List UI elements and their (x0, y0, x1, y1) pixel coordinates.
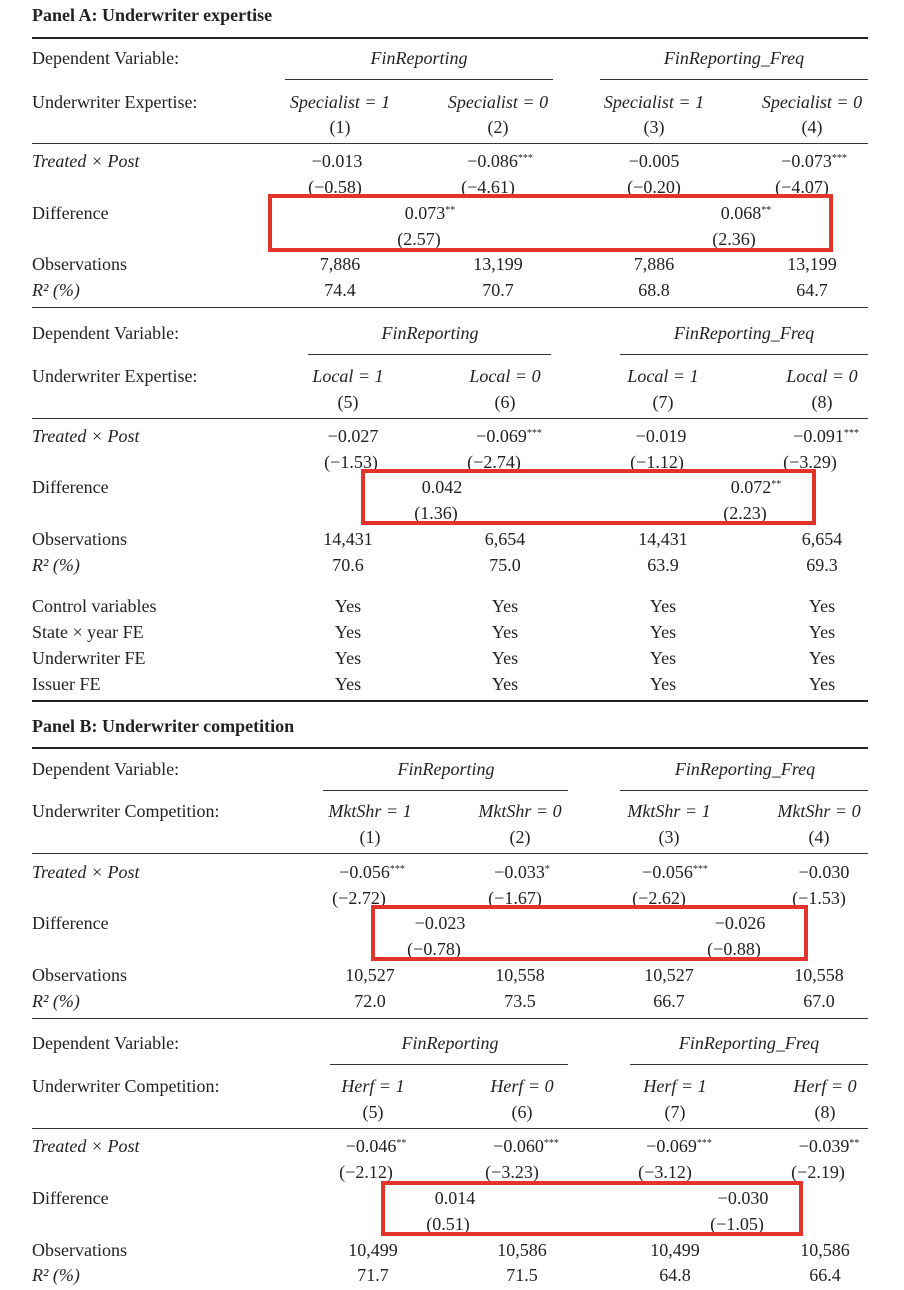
coef-cell: −0.046** (345, 1136, 407, 1156)
control-cell: Yes (808, 674, 836, 694)
difference-cell: 0.073** (404, 203, 456, 223)
r2-cell: 63.9 (647, 555, 679, 575)
t-stat: (2.36) (712, 229, 756, 249)
dep-var-group: FinReporting (401, 1033, 499, 1053)
control-cell: Yes (334, 674, 362, 694)
column-number: (7) (652, 392, 674, 412)
row-label: R² (%) (32, 1265, 80, 1285)
row-label: Observations (32, 254, 127, 274)
coef-cell: −0.030 (798, 862, 850, 882)
dep-var-label: Dependent Variable: (32, 759, 180, 779)
t-stat: (1.36) (414, 503, 458, 523)
column-condition: Local = 0 (786, 366, 858, 386)
control-cell: Yes (334, 622, 362, 642)
row-label: Underwriter Expertise: (32, 366, 198, 386)
dep-var-label: Dependent Variable: (32, 323, 180, 343)
difference-cell: −0.026 (714, 913, 766, 933)
group-rule (600, 79, 868, 80)
coef-cell: −0.091*** (793, 426, 859, 446)
difference-cell: 0.042 (421, 477, 463, 497)
row-label: R² (%) (32, 280, 80, 300)
t-stat: (−2.74) (467, 452, 521, 472)
t-stat: (−1.05) (710, 1214, 764, 1234)
coef-cell: −0.056*** (339, 862, 405, 882)
group-rule (620, 790, 868, 791)
row-label: Treated × Post (32, 151, 140, 171)
panel-b-title: Panel B: Underwriter competition (32, 716, 295, 736)
difference-cell: 0.014 (434, 1188, 476, 1208)
r2-cell: 68.8 (638, 280, 670, 300)
difference-cell: 0.072** (730, 477, 782, 497)
t-stat: (−2.12) (339, 1162, 393, 1182)
column-number: (4) (801, 117, 823, 137)
obs-cell: 10,558 (794, 965, 844, 985)
rule (32, 143, 868, 144)
row-label: Observations (32, 1240, 127, 1260)
panel-a-title: Panel A: Underwriter expertise (32, 5, 273, 25)
dep-var-group: FinReporting (397, 759, 495, 779)
column-condition: Herf = 0 (490, 1076, 554, 1096)
dep-var-label: Dependent Variable: (32, 1033, 180, 1053)
column-condition: Herf = 1 (341, 1076, 405, 1096)
t-stat: (−0.20) (627, 177, 681, 197)
column-number: (6) (494, 392, 516, 412)
dep-var-group: FinReporting_Freq (673, 323, 815, 343)
t-stat: (−2.62) (632, 888, 686, 908)
obs-cell: 10,499 (348, 1240, 398, 1260)
group-rule (285, 79, 553, 80)
t-stat: (−1.53) (792, 888, 846, 908)
control-cell: Yes (649, 648, 677, 668)
control-label: Underwriter FE (32, 648, 146, 668)
difference-cell: −0.023 (414, 913, 466, 933)
control-label: Issuer FE (32, 674, 101, 694)
t-stat: (−1.67) (488, 888, 542, 908)
control-cell: Yes (334, 596, 362, 616)
t-stat: (−2.19) (791, 1162, 845, 1182)
obs-cell: 10,586 (800, 1240, 850, 1260)
group-rule (630, 1064, 868, 1065)
column-number: (3) (643, 117, 665, 137)
r2-cell: 66.7 (653, 991, 685, 1011)
t-stat: (2.23) (723, 503, 767, 523)
t-stat: (−4.61) (461, 177, 515, 197)
coef-cell: −0.019 (635, 426, 687, 446)
coef-cell: −0.013 (311, 151, 363, 171)
dep-var-group: FinReporting (370, 48, 468, 68)
column-condition: MktShr = 1 (627, 801, 711, 821)
r2-cell: 66.4 (809, 1265, 841, 1285)
obs-cell: 10,558 (495, 965, 545, 985)
row-label: Treated × Post (32, 426, 140, 446)
r2-cell: 75.0 (489, 555, 521, 575)
column-condition: Local = 1 (312, 366, 384, 386)
difference-cell: −0.030 (717, 1188, 769, 1208)
t-stat: (−2.72) (332, 888, 386, 908)
column-condition: MktShr = 0 (777, 801, 861, 821)
control-cell: Yes (491, 622, 519, 642)
coef-cell: −0.073*** (781, 151, 847, 171)
coef-cell: −0.060*** (493, 1136, 559, 1156)
t-stat: (−1.12) (630, 452, 684, 472)
column-number: (5) (337, 392, 359, 412)
coef-cell: −0.056*** (642, 862, 708, 882)
rule (32, 307, 868, 308)
r2-cell: 70.6 (332, 555, 364, 575)
r2-cell: 71.5 (506, 1265, 538, 1285)
column-number: (1) (359, 827, 381, 847)
obs-cell: 14,431 (638, 529, 688, 549)
difference-cell: 0.068** (720, 203, 772, 223)
obs-cell: 6,654 (801, 529, 843, 549)
row-label: Observations (32, 965, 127, 985)
column-condition: MktShr = 1 (328, 801, 412, 821)
row-label: Difference (32, 1188, 109, 1208)
t-stat: (0.51) (426, 1214, 470, 1234)
t-stat: (2.57) (397, 229, 441, 249)
column-number: (8) (814, 1102, 836, 1122)
column-condition: Specialist = 0 (447, 92, 549, 112)
rule (32, 1128, 868, 1129)
column-number: (5) (362, 1102, 384, 1122)
rule (32, 853, 868, 854)
column-condition: MktShr = 0 (478, 801, 562, 821)
row-label: Treated × Post (32, 1136, 140, 1156)
obs-cell: 13,199 (473, 254, 523, 274)
column-number: (2) (487, 117, 509, 137)
obs-cell: 10,499 (650, 1240, 700, 1260)
dep-var-group: FinReporting (381, 323, 479, 343)
column-condition: Herf = 1 (643, 1076, 707, 1096)
control-cell: Yes (649, 674, 677, 694)
obs-cell: 10,586 (497, 1240, 547, 1260)
control-label: State × year FE (32, 622, 144, 642)
row-label: Difference (32, 477, 109, 497)
t-stat: (−3.23) (485, 1162, 539, 1182)
r2-cell: 71.7 (357, 1265, 389, 1285)
r2-cell: 67.0 (803, 991, 835, 1011)
coef-cell: −0.069*** (646, 1136, 712, 1156)
coef-cell: −0.069*** (476, 426, 542, 446)
obs-cell: 10,527 (345, 965, 395, 985)
control-label: Control variables (32, 596, 157, 616)
group-rule (620, 354, 868, 355)
t-stat: (−3.29) (783, 452, 837, 472)
control-cell: Yes (491, 596, 519, 616)
r2-cell: 72.0 (354, 991, 386, 1011)
column-number: (2) (509, 827, 531, 847)
row-label: Treated × Post (32, 862, 140, 882)
coef-cell: −0.086*** (467, 151, 533, 171)
column-condition: Specialist = 1 (289, 92, 391, 112)
row-label: Underwriter Competition: (32, 1076, 220, 1096)
column-number: (4) (808, 827, 830, 847)
control-cell: Yes (334, 648, 362, 668)
obs-cell: 6,654 (484, 529, 526, 549)
t-stat: (−0.78) (407, 939, 461, 959)
highlight-box (371, 905, 808, 961)
column-condition: Local = 1 (627, 366, 699, 386)
control-cell: Yes (491, 674, 519, 694)
highlight-box (381, 1181, 803, 1236)
r2-cell: 69.3 (806, 555, 838, 575)
coef-cell: −0.033* (494, 862, 550, 882)
control-cell: Yes (808, 622, 836, 642)
control-cell: Yes (649, 596, 677, 616)
r2-cell: 64.7 (796, 280, 828, 300)
r2-cell: 74.4 (324, 280, 356, 300)
coef-cell: −0.005 (628, 151, 680, 171)
control-cell: Yes (649, 622, 677, 642)
group-rule (330, 1064, 568, 1065)
row-label: R² (%) (32, 991, 80, 1011)
t-stat: (−1.53) (324, 452, 378, 472)
obs-cell: 7,886 (319, 254, 361, 274)
rule (32, 700, 868, 702)
row-label: Observations (32, 529, 127, 549)
row-label: Difference (32, 913, 109, 933)
rule (32, 37, 868, 39)
r2-cell: 73.5 (504, 991, 536, 1011)
coef-cell: −0.039** (798, 1136, 860, 1156)
dep-var-group: FinReporting_Freq (663, 48, 805, 68)
column-number: (8) (811, 392, 833, 412)
highlight-box (361, 469, 816, 525)
dep-var-group: FinReporting_Freq (678, 1033, 820, 1053)
row-label: R² (%) (32, 555, 80, 575)
column-number: (1) (329, 117, 351, 137)
dep-var-group: FinReporting_Freq (674, 759, 816, 779)
column-number: (6) (511, 1102, 533, 1122)
rule (32, 1018, 868, 1019)
rule (32, 747, 868, 749)
dep-var-label: Dependent Variable: (32, 48, 180, 68)
highlight-box (268, 194, 833, 252)
control-cell: Yes (491, 648, 519, 668)
t-stat: (−0.88) (707, 939, 761, 959)
r2-cell: 64.8 (659, 1265, 691, 1285)
row-label: Difference (32, 203, 109, 223)
obs-cell: 13,199 (787, 254, 837, 274)
control-cell: Yes (808, 648, 836, 668)
obs-cell: 7,886 (633, 254, 675, 274)
column-condition: Local = 0 (469, 366, 541, 386)
row-label: Underwriter Expertise: (32, 92, 198, 112)
column-number: (3) (658, 827, 680, 847)
control-cell: Yes (808, 596, 836, 616)
group-rule (323, 790, 568, 791)
column-condition: Specialist = 1 (603, 92, 705, 112)
t-stat: (−3.12) (638, 1162, 692, 1182)
coef-cell: −0.027 (327, 426, 379, 446)
t-stat: (−4.07) (775, 177, 829, 197)
column-condition: Herf = 0 (793, 1076, 857, 1096)
obs-cell: 14,431 (323, 529, 373, 549)
obs-cell: 10,527 (644, 965, 694, 985)
column-condition: Specialist = 0 (761, 92, 863, 112)
rule (32, 418, 868, 419)
group-rule (308, 354, 551, 355)
row-label: Underwriter Competition: (32, 801, 220, 821)
column-number: (7) (664, 1102, 686, 1122)
t-stat: (−0.58) (308, 177, 362, 197)
r2-cell: 70.7 (482, 280, 514, 300)
